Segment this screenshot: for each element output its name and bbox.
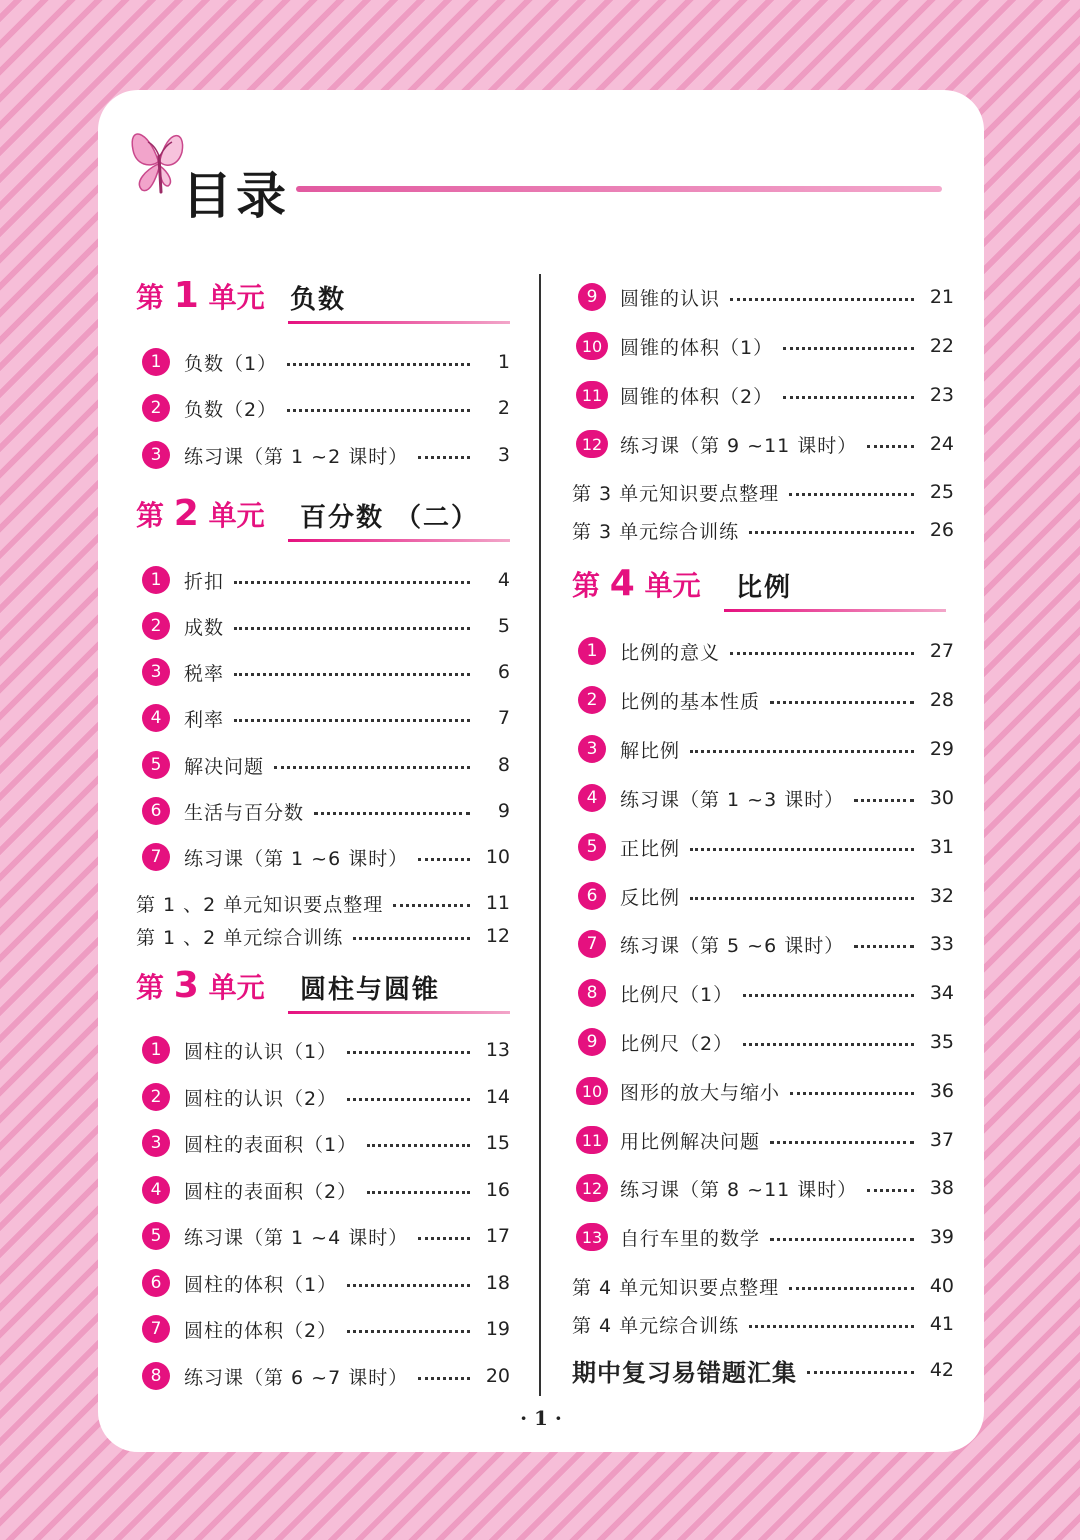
unit-number: 4 bbox=[609, 563, 635, 604]
page-number: 41 bbox=[929, 1313, 954, 1335]
toc-item[interactable] bbox=[136, 346, 510, 378]
leader-dots bbox=[854, 799, 914, 802]
item-label: 利率 bbox=[184, 708, 225, 731]
toc-item[interactable] bbox=[572, 880, 954, 912]
page-number: 6 bbox=[497, 661, 510, 683]
item-number: 3 bbox=[578, 735, 606, 763]
item-label: 练习课（第 6 ~7 课时） bbox=[184, 1366, 409, 1389]
page-number: 40 bbox=[929, 1275, 954, 1297]
item-number: 8 bbox=[578, 979, 606, 1007]
item-number: 1 bbox=[142, 348, 170, 376]
item-number: 13 bbox=[576, 1223, 608, 1251]
page-number: 42 bbox=[929, 1359, 954, 1381]
title-underline bbox=[296, 186, 942, 192]
page-number: 7 bbox=[497, 707, 510, 729]
item-number: 12 bbox=[576, 430, 608, 458]
page-number: 29 bbox=[929, 738, 954, 760]
page-number: 36 bbox=[929, 1080, 954, 1102]
page-number: 31 bbox=[929, 836, 954, 858]
item-label: 圆柱的表面积（2） bbox=[184, 1180, 358, 1203]
toc-item[interactable] bbox=[136, 841, 510, 873]
unit-prefix: 第 bbox=[136, 281, 165, 314]
leader-dots bbox=[867, 1189, 914, 1192]
item-number: 2 bbox=[142, 394, 170, 422]
toc-item[interactable] bbox=[136, 1360, 510, 1392]
leader-dots bbox=[418, 456, 470, 459]
toc-item[interactable] bbox=[572, 330, 954, 362]
toc-item[interactable] bbox=[136, 1220, 510, 1252]
page-number: 13 bbox=[485, 1039, 510, 1061]
leader-dots bbox=[730, 652, 914, 655]
toc-item[interactable] bbox=[572, 782, 954, 814]
unit-underline bbox=[288, 539, 510, 542]
item-label: 圆柱的认识（2） bbox=[184, 1087, 338, 1110]
toc-item[interactable] bbox=[136, 1174, 510, 1206]
item-number: 10 bbox=[576, 332, 608, 360]
page-number: 16 bbox=[485, 1179, 510, 1201]
page-number: 4 bbox=[497, 569, 510, 591]
leader-dots bbox=[347, 1098, 470, 1101]
item-label: 生活与百分数 bbox=[184, 801, 305, 824]
leader-dots bbox=[690, 897, 914, 900]
toc-item[interactable] bbox=[136, 1267, 510, 1299]
leader-dots bbox=[743, 994, 914, 997]
page-number: 33 bbox=[929, 933, 954, 955]
leader-dots bbox=[314, 812, 470, 815]
toc-item[interactable] bbox=[136, 1313, 510, 1345]
page-number: 39 bbox=[929, 1226, 954, 1248]
page-number: 19 bbox=[485, 1318, 510, 1340]
unit-underline bbox=[288, 321, 510, 324]
toc-item[interactable] bbox=[572, 379, 954, 411]
item-number: 11 bbox=[576, 1126, 608, 1154]
leader-dots bbox=[789, 1287, 914, 1290]
toc-item[interactable] bbox=[136, 392, 510, 424]
page-number: 22 bbox=[929, 335, 954, 357]
toc-item[interactable] bbox=[572, 1172, 954, 1204]
toc-summary-item[interactable] bbox=[572, 1308, 954, 1340]
leader-dots bbox=[393, 904, 470, 907]
item-label: 第 3 单元知识要点整理 bbox=[572, 482, 780, 505]
leader-dots bbox=[418, 858, 470, 861]
page-number: 1 bbox=[497, 351, 510, 373]
page-number: 8 bbox=[497, 754, 510, 776]
page-number: 34 bbox=[929, 982, 954, 1004]
item-number: 3 bbox=[142, 658, 170, 686]
leader-dots bbox=[867, 445, 914, 448]
toc-summary-item[interactable] bbox=[136, 920, 510, 952]
leader-dots bbox=[234, 673, 470, 676]
unit-3-header bbox=[136, 962, 510, 1014]
leader-dots bbox=[749, 531, 914, 534]
page-number: 21 bbox=[929, 286, 954, 308]
page-number: 11 bbox=[485, 892, 510, 914]
item-label: 练习课（第 1 ~4 课时） bbox=[184, 1226, 409, 1249]
unit-name: 负数 bbox=[290, 285, 347, 315]
page-number: 3 bbox=[497, 444, 510, 466]
unit-prefix: 第 bbox=[136, 499, 165, 532]
unit-number: 2 bbox=[173, 493, 199, 534]
item-number: 2 bbox=[142, 1083, 170, 1111]
page-number: 17 bbox=[485, 1225, 510, 1247]
item-label: 比例的基本性质 bbox=[620, 690, 761, 713]
toc-item[interactable] bbox=[136, 1081, 510, 1113]
leader-dots bbox=[770, 701, 914, 704]
item-number: 3 bbox=[142, 441, 170, 469]
leader-dots bbox=[770, 1238, 914, 1241]
item-label: 正比例 bbox=[620, 837, 681, 860]
item-label: 用比例解决问题 bbox=[620, 1130, 761, 1153]
unit-prefix: 第 bbox=[136, 971, 165, 1004]
page-number: 9 bbox=[497, 800, 510, 822]
unit-prefix: 第 bbox=[572, 569, 601, 602]
toc-item[interactable] bbox=[136, 749, 510, 781]
unit-name: 百分数 （二） bbox=[300, 503, 480, 533]
item-number: 5 bbox=[142, 1222, 170, 1250]
unit-name: 圆柱与圆锥 bbox=[300, 975, 441, 1005]
item-label: 圆柱的认识（1） bbox=[184, 1040, 338, 1063]
item-label: 圆柱的表面积（1） bbox=[184, 1133, 358, 1156]
item-number: 12 bbox=[576, 1174, 608, 1202]
toc-item[interactable] bbox=[136, 1034, 510, 1066]
toc-item[interactable] bbox=[572, 831, 954, 863]
leader-dots bbox=[789, 493, 914, 496]
page-number: 35 bbox=[929, 1031, 954, 1053]
leader-dots bbox=[367, 1191, 470, 1194]
leader-dots bbox=[783, 347, 914, 350]
item-label: 成数 bbox=[184, 616, 225, 639]
item-label: 第 4 单元综合训练 bbox=[572, 1314, 740, 1337]
leader-dots bbox=[854, 945, 914, 948]
item-number: 9 bbox=[578, 283, 606, 311]
item-number: 1 bbox=[578, 637, 606, 665]
page-number: 15 bbox=[485, 1132, 510, 1154]
toc-item[interactable] bbox=[572, 733, 954, 765]
toc-item[interactable] bbox=[572, 1026, 954, 1058]
toc-item[interactable] bbox=[136, 564, 510, 596]
page-number: 28 bbox=[929, 689, 954, 711]
item-label: 解决问题 bbox=[184, 755, 265, 778]
page-number: 23 bbox=[929, 384, 954, 406]
page-number: 37 bbox=[929, 1129, 954, 1151]
toc-item[interactable] bbox=[136, 795, 510, 827]
item-label: 第 1 、2 单元综合训练 bbox=[136, 926, 344, 949]
item-number: 9 bbox=[578, 1028, 606, 1056]
item-label: 折扣 bbox=[184, 570, 225, 593]
unit-2-header bbox=[136, 490, 510, 542]
leader-dots bbox=[743, 1043, 914, 1046]
unit-suffix: 单元 bbox=[208, 281, 265, 314]
item-number: 5 bbox=[578, 833, 606, 861]
unit-suffix: 单元 bbox=[208, 971, 265, 1004]
item-number: 11 bbox=[576, 381, 608, 409]
leader-dots bbox=[347, 1051, 470, 1054]
toc-summary-item[interactable] bbox=[136, 887, 510, 919]
item-label: 练习课（第 9 ~11 课时） bbox=[620, 434, 858, 457]
toc-item[interactable] bbox=[572, 977, 954, 1009]
item-number: 10 bbox=[576, 1077, 608, 1105]
item-number: 6 bbox=[142, 1269, 170, 1297]
item-label: 反比例 bbox=[620, 886, 681, 909]
item-number: 4 bbox=[142, 704, 170, 732]
toc-item[interactable] bbox=[136, 439, 510, 471]
item-label: 圆锥的认识 bbox=[620, 287, 721, 310]
item-label: 圆柱的体积（1） bbox=[184, 1273, 338, 1296]
leader-dots bbox=[234, 719, 470, 722]
item-label: 负数（1） bbox=[184, 352, 278, 375]
page-number: 30 bbox=[929, 787, 954, 809]
item-number: 5 bbox=[142, 751, 170, 779]
unit-underline bbox=[288, 1011, 510, 1014]
page-number: 38 bbox=[929, 1177, 954, 1199]
item-number: 4 bbox=[578, 784, 606, 812]
page-number: 26 bbox=[929, 519, 954, 541]
column-divider bbox=[539, 274, 541, 1396]
leader-dots bbox=[347, 1330, 470, 1333]
page-number: 20 bbox=[485, 1365, 510, 1387]
toc-item[interactable] bbox=[136, 702, 510, 734]
item-number: 2 bbox=[142, 612, 170, 640]
leader-dots bbox=[274, 766, 470, 769]
page-number: 24 bbox=[929, 433, 954, 455]
contents-page bbox=[98, 90, 984, 1452]
item-label: 练习课（第 1 ~6 课时） bbox=[184, 847, 409, 870]
toc-summary-item[interactable] bbox=[572, 514, 954, 546]
item-label: 比例尺（2） bbox=[620, 1032, 734, 1055]
toc-item[interactable] bbox=[572, 684, 954, 716]
toc-item[interactable] bbox=[572, 428, 954, 460]
leader-dots bbox=[749, 1325, 914, 1328]
toc-item[interactable] bbox=[572, 1221, 954, 1253]
leader-dots bbox=[234, 581, 470, 584]
item-label: 解比例 bbox=[620, 739, 681, 762]
leader-dots bbox=[783, 396, 914, 399]
item-label: 第 1 、2 单元知识要点整理 bbox=[136, 893, 384, 916]
leader-dots bbox=[730, 298, 914, 301]
item-number: 6 bbox=[142, 797, 170, 825]
item-label: 练习课（第 1 ~3 课时） bbox=[620, 788, 845, 811]
leader-dots bbox=[287, 409, 470, 412]
unit-number: 1 bbox=[173, 275, 199, 316]
item-label: 图形的放大与缩小 bbox=[620, 1081, 781, 1104]
item-label: 第 4 单元知识要点整理 bbox=[572, 1276, 780, 1299]
item-number: 2 bbox=[578, 686, 606, 714]
item-label: 税率 bbox=[184, 662, 225, 685]
item-number: 6 bbox=[578, 882, 606, 910]
leader-dots bbox=[347, 1284, 470, 1287]
leader-dots bbox=[367, 1144, 470, 1147]
butterfly-icon bbox=[128, 120, 188, 200]
page-number: 10 bbox=[485, 846, 510, 868]
item-number: 7 bbox=[578, 930, 606, 958]
page-number: 32 bbox=[929, 885, 954, 907]
toc-item[interactable] bbox=[572, 928, 954, 960]
leader-dots bbox=[234, 627, 470, 630]
leader-dots bbox=[807, 1371, 914, 1374]
item-label: 比例的意义 bbox=[620, 641, 721, 664]
item-label: 圆锥的体积（1） bbox=[620, 336, 774, 359]
leader-dots bbox=[418, 1377, 470, 1380]
unit-number: 3 bbox=[173, 965, 199, 1006]
toc-item[interactable] bbox=[572, 635, 954, 667]
toc-item[interactable] bbox=[136, 610, 510, 642]
unit-suffix: 单元 bbox=[644, 569, 701, 602]
page-number: 18 bbox=[485, 1272, 510, 1294]
toc-summary-item[interactable] bbox=[572, 1270, 954, 1302]
toc-item[interactable] bbox=[136, 1127, 510, 1159]
unit-name: 比例 bbox=[736, 573, 793, 603]
item-label: 圆锥的体积（2） bbox=[620, 385, 774, 408]
page-number: 27 bbox=[929, 640, 954, 662]
toc-item[interactable] bbox=[572, 1124, 954, 1156]
item-label: 练习课（第 1 ~2 课时） bbox=[184, 445, 409, 468]
page-title: 目录 bbox=[182, 167, 290, 225]
item-label: 练习课（第 8 ~11 课时） bbox=[620, 1178, 858, 1201]
toc-item[interactable] bbox=[572, 281, 954, 313]
item-number: 4 bbox=[142, 1176, 170, 1204]
leader-dots bbox=[418, 1237, 470, 1240]
toc-item[interactable] bbox=[572, 1075, 954, 1107]
item-label: 负数（2） bbox=[184, 398, 278, 421]
item-number: 7 bbox=[142, 1315, 170, 1343]
item-label: 期中复习易错题汇集 bbox=[572, 1358, 797, 1387]
page-number: 25 bbox=[929, 481, 954, 503]
leader-dots bbox=[770, 1141, 914, 1144]
item-number: 1 bbox=[142, 1036, 170, 1064]
unit-1-header bbox=[136, 272, 510, 324]
toc-final-item[interactable] bbox=[572, 1350, 954, 1390]
toc-summary-item[interactable] bbox=[572, 476, 954, 508]
unit-suffix: 单元 bbox=[208, 499, 265, 532]
item-label: 比例尺（1） bbox=[620, 983, 734, 1006]
leader-dots bbox=[690, 848, 914, 851]
page-number: 12 bbox=[485, 925, 510, 947]
title-area bbox=[128, 120, 948, 225]
item-label: 第 3 单元综合训练 bbox=[572, 520, 740, 543]
page-number: 5 bbox=[497, 615, 510, 637]
page-number: 14 bbox=[485, 1086, 510, 1108]
item-number: 3 bbox=[142, 1129, 170, 1157]
item-label: 圆柱的体积（2） bbox=[184, 1319, 338, 1342]
item-label: 自行车里的数学 bbox=[620, 1227, 761, 1250]
item-number: 8 bbox=[142, 1362, 170, 1390]
unit-underline bbox=[724, 609, 946, 612]
item-label: 练习课（第 5 ~6 课时） bbox=[620, 934, 845, 957]
leader-dots bbox=[790, 1092, 914, 1095]
leader-dots bbox=[690, 750, 914, 753]
item-number: 1 bbox=[142, 566, 170, 594]
page-footer: · 1 · bbox=[520, 1406, 562, 1430]
item-number: 7 bbox=[142, 843, 170, 871]
page-number: 2 bbox=[497, 397, 510, 419]
leader-dots bbox=[353, 937, 470, 940]
unit-4-header bbox=[572, 560, 954, 612]
leader-dots bbox=[287, 363, 470, 366]
toc-item[interactable] bbox=[136, 656, 510, 688]
